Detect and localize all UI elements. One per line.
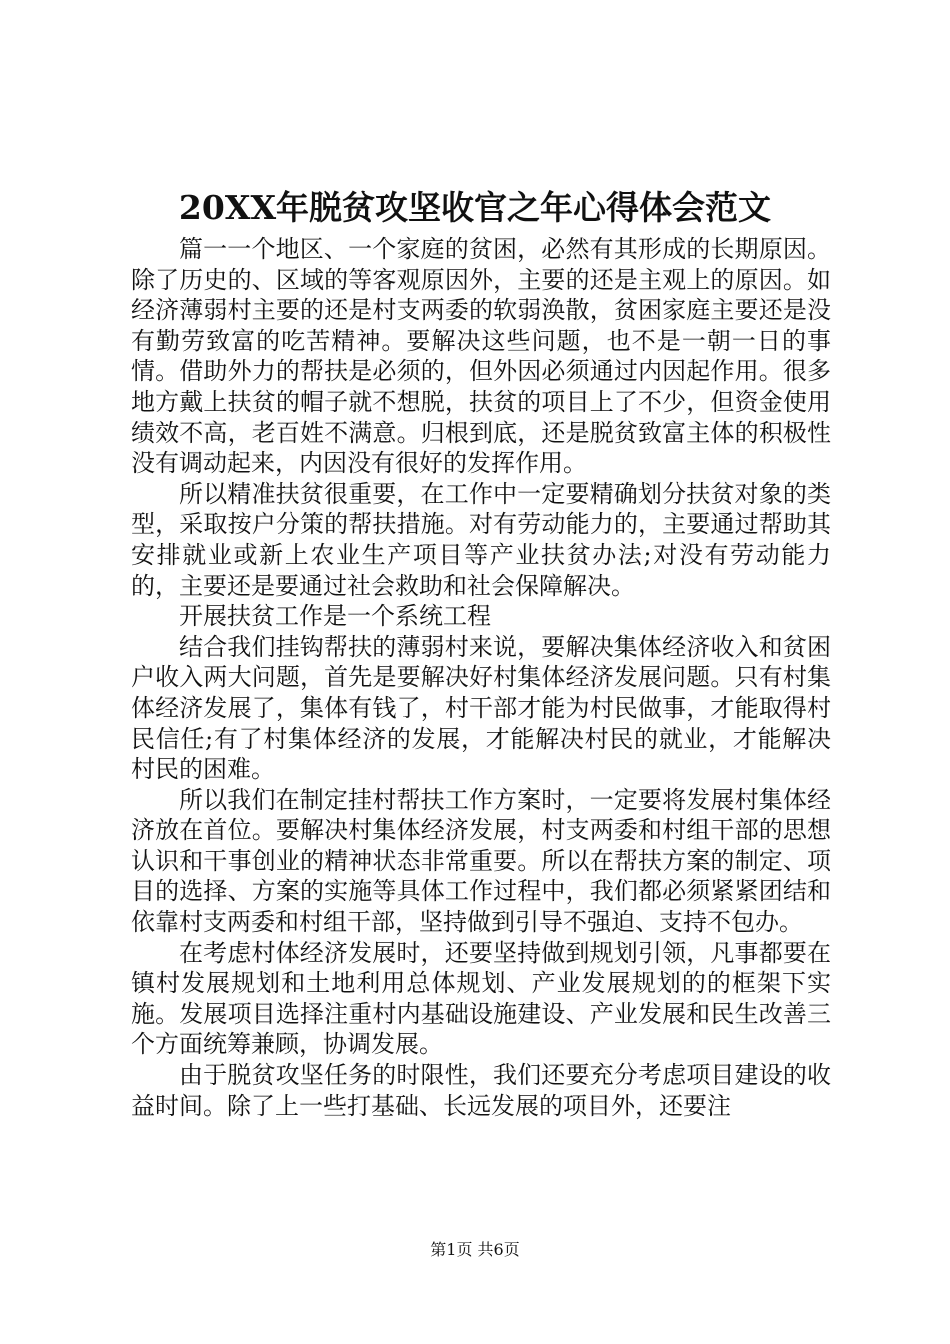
document-body [131, 234, 831, 1121]
paragraph: 结合我们挂钩帮扶的薄弱村来说，要解决集体经济收入和贫困户收入两大问题，首先是要解决好村集体经济发展问题。只有村集体经济发展了，集体有钱了，村干部才能为村民做事，才能取得村民信任;有了村集体经济的发展，才能解决村民的就业，才能解决村民的困难。 [131, 632, 831, 784]
paragraph: 篇一一个地区、一个家庭的贫困，必然有其形成的长期原因。除了历史的、区域的等客观原因外，主要的还是主观上的原因。如经济薄弱村主要的还是村支两委的软弱涣散，贫困家庭主要还是没有勤劳致富的吃苦精神。要解决这些问题，也不是一朝一日的事情。借助外力的帮扶是必须的，但外因必须通过内因起作用。很多地方戴上扶贫的帽子就不想脱，扶贫的项目上了不少，但资金使用绩效不高，老百姓不满意。归根到底，还是脱贫致富主体的积极性没有调动起来，内因没有很好的发挥作用。 [131, 235, 831, 478]
document-title: 20XX年脱贫攻坚收官之年心得体会范文 [178, 188, 772, 227]
paragraph: 所以我们在制定挂村帮扶工作方案时，一定要将发展村集体经济放在首位。要解决村集体经济发展，村支两委和村组干部的思想认识和干事创业的精神状态非常重要。所以在帮扶方案的制定、项目的选择、方案的实施等具体工作过程中，我们都必须紧紧团结和依靠村支两委和村组干部，坚持做到引导不强迫、支持不包办。 [131, 785, 831, 937]
paragraph: 所以精准扶贫很重要，在工作中一定要精确划分扶贫对象的类型，采取按户分策的帮扶措施。对有劳动能力的，主要通过帮助其安排就业或新上农业生产项目等产业扶贫办法;对没有劳动能力的，主要还是要通过社会救助和社会保障解决。 [131, 479, 831, 600]
page-footer: 第1页 共6页 [430, 1240, 520, 1259]
paragraph: 开展扶贫工作是一个系统工程 [179, 602, 491, 631]
paragraph: 在考虑村体经济发展时，还要坚持做到规划引领，凡事都要在镇村发展规划和土地利用总体规划、产业发展规划的的框架下实施。发展项目选择注重村内基础设施建设、产业发展和民生改善三个方面统筹兼顾，协调发展。 [131, 938, 831, 1059]
paragraph: 由于脱贫攻坚任务的时限性，我们还要充分考虑项目建设的收益时间。除了上一些打基础、长远发展的项目外，还要注 [131, 1061, 831, 1120]
